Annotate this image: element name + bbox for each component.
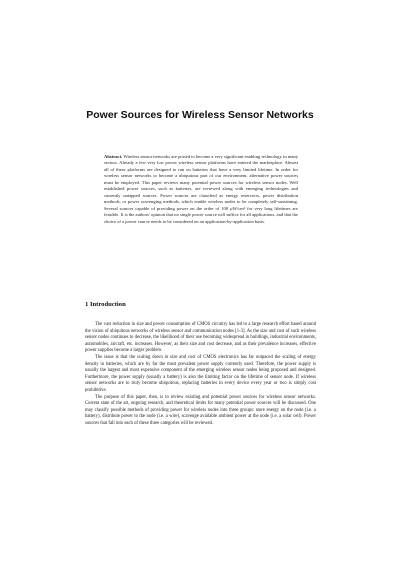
abstract-text: Wireless sensor networks are poised to become a very significant enabling technology in many sectors. Already a few very low power wireless sensor platforms have entered the marketplace. Almost all of these platforms are designed to run on batteries that have a very limited lifetime. In order for wireless sensor networks to become a ubiquitous part of our environment, alternative power sources must be employed. This paper reviews many potential power sources for wireless sensor nodes. Well established power sources, such as batteries, are reviewed along with emerging technologies and currently untapped sources. Power sources are classified as energy reservoirs, power distribution methods, or power scavenging methods, which enable wireless nodes to be completely self-sustaining. Several sources capable of providing power on the order of 100 µW/cm³ for very long lifetimes are feasible. It is the authors' opinion that no single power source will suffice for all applications, and that the choice of a power source needs to be considered on an application-by-application basis. <box>104 154 298 224</box>
abstract-label: Abstract. <box>104 154 123 159</box>
section-heading: 1 Introduction <box>85 301 126 308</box>
body-text <box>85 322 316 428</box>
paragraph: The issue is that the scaling down in size and cost of CMOS electronics has far outpaced the scaling of energy density in batteries, which are by far the most prevalent power supply currently used. Therefore, the power supply is usually the largest and most expensive component of the emerging wireless sensor nodes being proposed and designed. Furthermore, the power supply (usually a battery) is also the limiting factor on the lifetime of sensor node. If wireless sensor networks are to truly become ubiquitous, replacing batteries in every device every year or two is simply cost prohibitive. <box>85 354 316 393</box>
paragraph: The purpose of this paper, then, is to review existing and potential power sources for wireless sensor networks. Current state of the art, ongoing research, and theoretical limits for many potential power sources will be discussed. One may classify possible methods of providing power for wireless nodes into three groups: store energy on the node (i.e. a battery), distribute power to the node (i.e. a wire), scavenge available ambient power at the node (i.e. a solar cell). Power sources that fall into each of these three categories will be reviewed. <box>85 394 316 426</box>
paper-title: Power Sources for Wireless Sensor Networks <box>86 109 314 121</box>
abstract <box>104 154 298 225</box>
paragraph: The vast reduction in size and power consumption of CMOS circuitry has led to a large research effort based around the vision of ubiquitous networks of wireless sensor and communication nodes [1-3]. As the size and cost of such wireless sensor nodes continues to decrease, the likelihood of their use becoming widespread in buildings, industrial environments, automobiles, aircraft, etc. increases. However, as their size and cost decrease, and as their prevalence increases, effective power supplies become a larger problem. <box>85 322 316 354</box>
